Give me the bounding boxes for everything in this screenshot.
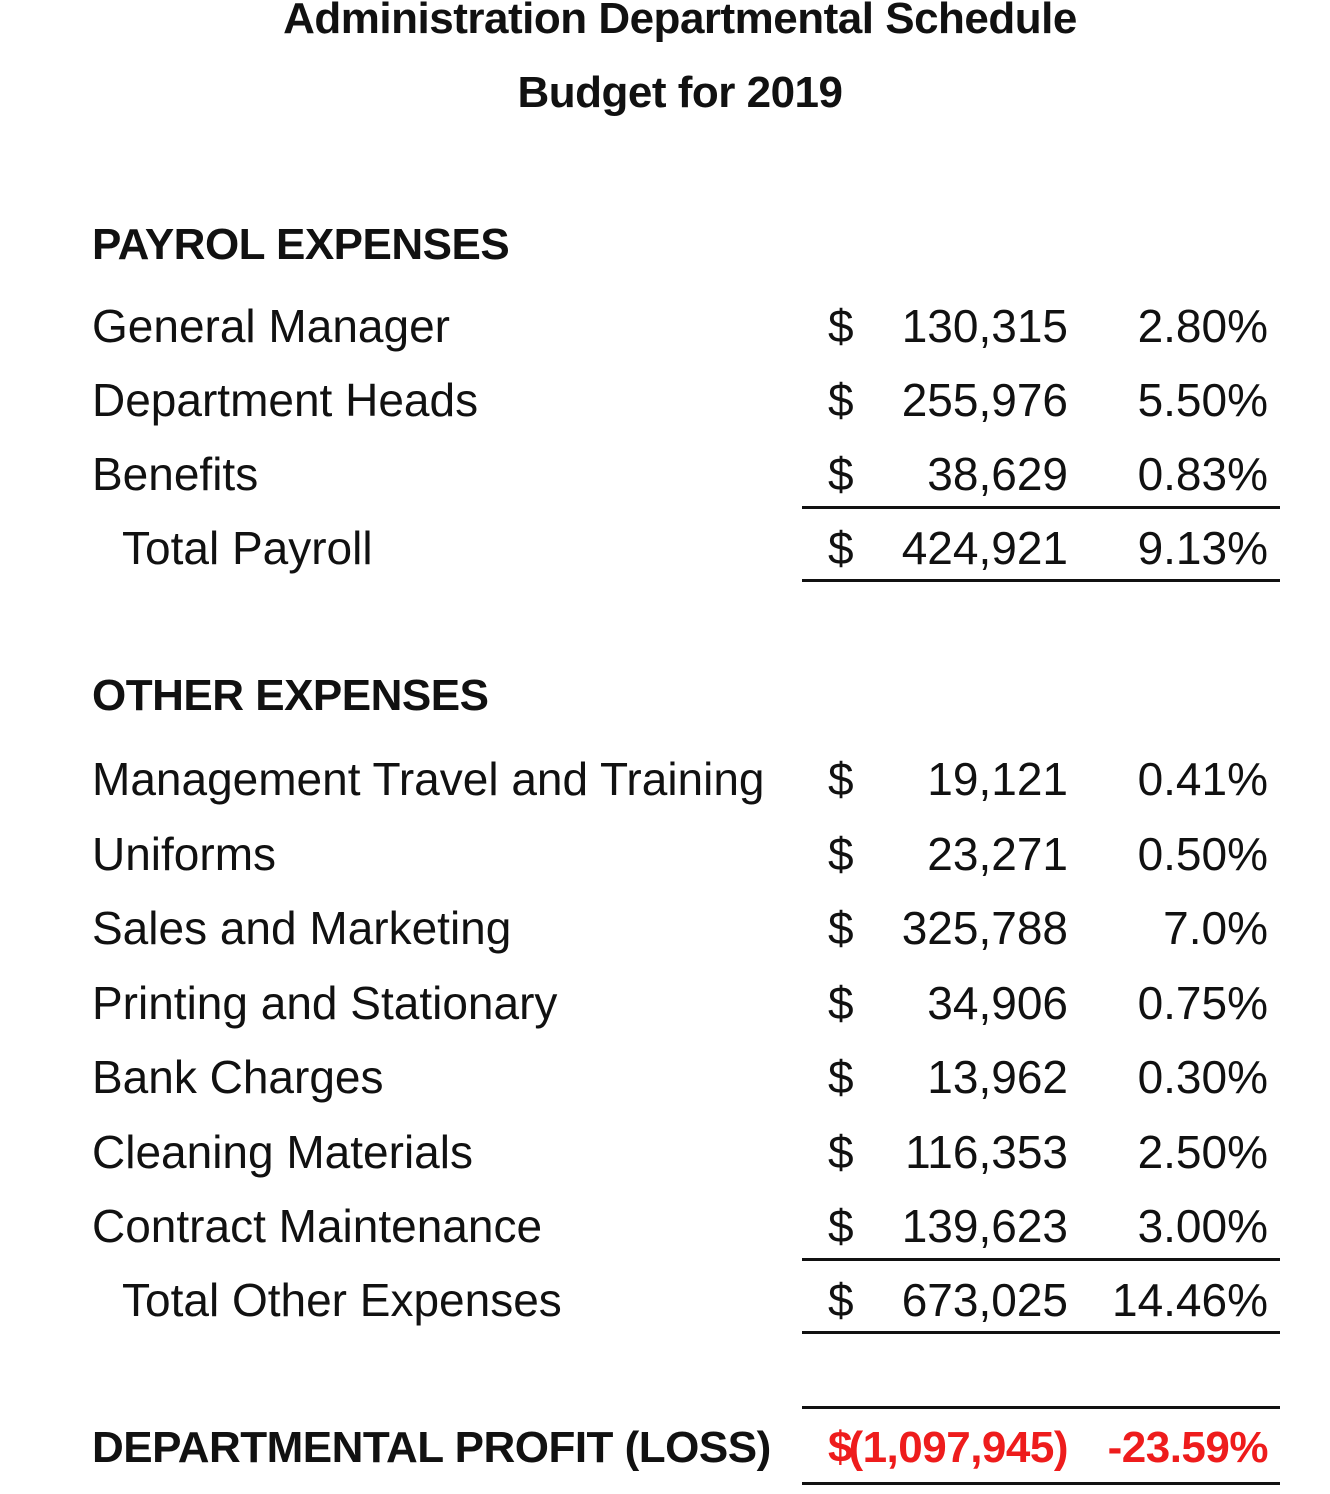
line-item-label: Sales and Marketing xyxy=(92,902,512,954)
line-item-percent: 3.00% xyxy=(1137,1200,1268,1252)
line-item-label: Department Heads xyxy=(92,374,479,426)
currency-symbol: $ xyxy=(828,300,854,352)
line-item-department-heads xyxy=(0,363,1330,437)
line-item-percent: 0.30% xyxy=(1137,1051,1268,1103)
currency-symbol: $ xyxy=(828,753,854,805)
line-item-label: Uniforms xyxy=(92,828,277,880)
line-item-uniforms xyxy=(0,817,1330,891)
line-item-general-manager xyxy=(0,289,1330,363)
line-item-amount: 23,271 xyxy=(927,828,1068,880)
line-item-benefits xyxy=(0,437,1330,511)
line-item-percent: 0.41% xyxy=(1137,753,1268,805)
subtotal-rule xyxy=(802,506,1280,509)
profit-amount: (1,097,945) xyxy=(848,1423,1068,1472)
line-item-label: General Manager xyxy=(92,300,450,352)
total-percent: 9.13% xyxy=(1137,522,1268,574)
schedule-subtitle: Budget for 2019 xyxy=(517,68,843,117)
line-item-percent: 0.75% xyxy=(1137,977,1268,1029)
profit-top-rule xyxy=(802,1406,1280,1409)
currency-symbol: $ xyxy=(828,1423,852,1472)
total-rule xyxy=(802,579,1280,582)
line-item-bank-charges xyxy=(0,1040,1330,1114)
line-item-amount: 34,906 xyxy=(927,977,1068,1029)
currency-symbol: $ xyxy=(828,1200,854,1252)
schedule-title: Administration Departmental Schedule xyxy=(283,0,1077,43)
line-item-label: Benefits xyxy=(92,448,259,500)
line-item-label: Bank Charges xyxy=(92,1051,384,1103)
line-item-label: Management Travel and Training xyxy=(92,753,765,805)
line-item-label: Printing and Stationary xyxy=(92,977,558,1029)
currency-symbol: $ xyxy=(828,1051,854,1103)
line-item-management-travel xyxy=(0,742,1330,816)
line-item-cleaning-materials xyxy=(0,1115,1330,1189)
line-item-amount: 139,623 xyxy=(901,1200,1068,1252)
currency-symbol: $ xyxy=(828,448,854,500)
line-item-amount: 116,353 xyxy=(905,1126,1068,1178)
currency-symbol: $ xyxy=(828,1126,854,1178)
line-item-printing-stationary xyxy=(0,966,1330,1040)
profit-bottom-rule xyxy=(802,1482,1280,1485)
line-item-amount: 325,788 xyxy=(901,902,1068,954)
total-amount: 424,921 xyxy=(901,522,1068,574)
line-item-percent: 2.80% xyxy=(1137,300,1268,352)
currency-symbol: $ xyxy=(828,977,854,1029)
line-item-contract-maintenance xyxy=(0,1189,1330,1263)
total-amount: 673,025 xyxy=(901,1274,1068,1326)
currency-symbol: $ xyxy=(828,374,854,426)
currency-symbol: $ xyxy=(828,522,854,574)
total-rule xyxy=(802,1331,1280,1334)
line-item-label: Cleaning Materials xyxy=(92,1126,473,1178)
currency-symbol: $ xyxy=(828,1274,854,1326)
line-item-percent: 2.50% xyxy=(1137,1126,1268,1178)
line-item-amount: 255,976 xyxy=(901,374,1068,426)
line-item-percent: 5.50% xyxy=(1137,374,1268,426)
total-payroll-row xyxy=(0,511,1330,585)
payroll-heading: PAYROL EXPENSES xyxy=(92,220,510,269)
line-item-percent: 0.83% xyxy=(1137,448,1268,500)
line-item-amount: 13,962 xyxy=(927,1051,1068,1103)
profit-label: DEPARTMENTAL PROFIT (LOSS) xyxy=(92,1423,771,1472)
total-other-expenses-row xyxy=(0,1263,1330,1337)
line-item-amount: 38,629 xyxy=(927,448,1068,500)
subtotal-rule xyxy=(802,1258,1280,1261)
line-item-amount: 19,121 xyxy=(927,753,1068,805)
total-label: Total Other Expenses xyxy=(122,1274,562,1326)
other-expenses-heading: OTHER EXPENSES xyxy=(92,671,489,720)
departmental-profit-row xyxy=(0,1411,1330,1485)
total-percent: 14.46% xyxy=(1111,1274,1268,1326)
line-item-label: Contract Maintenance xyxy=(92,1200,543,1252)
currency-symbol: $ xyxy=(828,828,854,880)
currency-symbol: $ xyxy=(828,902,854,954)
line-item-amount: 130,315 xyxy=(901,300,1068,352)
total-label: Total Payroll xyxy=(122,522,373,574)
profit-percent: -23.59% xyxy=(1107,1423,1268,1472)
line-item-percent: 7.0% xyxy=(1163,902,1268,954)
line-item-percent: 0.50% xyxy=(1137,828,1268,880)
line-item-sales-marketing xyxy=(0,891,1330,965)
